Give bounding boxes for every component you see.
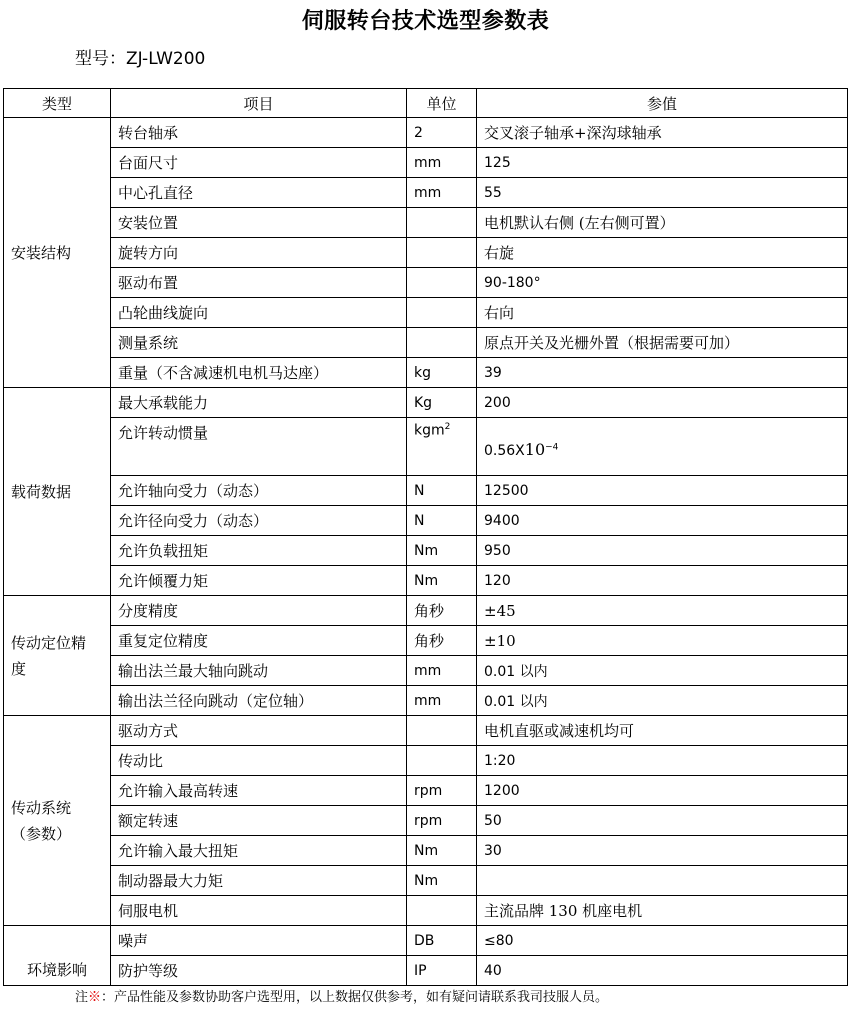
table-row	[4, 746, 848, 776]
unit-cell: Kg	[407, 388, 477, 418]
item-cell: 驱动方式	[111, 716, 407, 746]
item-cell: 驱动布置	[111, 268, 407, 298]
unit-cell: Nm	[407, 836, 477, 866]
table-row	[4, 626, 848, 656]
table-row	[4, 806, 848, 836]
reference-mark-icon: ※	[88, 990, 102, 1005]
unit-cell: kg	[407, 358, 477, 388]
unit-cell: 角秒	[407, 626, 477, 656]
item-cell: 防护等级	[111, 956, 407, 986]
value-cell: 50	[477, 806, 848, 836]
header-param: 参值	[477, 89, 848, 118]
item-cell: 转台轴承	[111, 118, 407, 148]
item-cell: 允许轴向受力（动态）	[111, 476, 407, 506]
table-row	[4, 596, 848, 626]
spec-table	[3, 88, 848, 986]
table-header-row	[4, 89, 848, 118]
table-row	[4, 178, 848, 208]
table-row	[4, 118, 848, 148]
unit-text: kgm	[414, 422, 445, 439]
unit-cell	[407, 418, 477, 476]
category-label-line1: 传动系统	[11, 798, 72, 817]
value-cell: 右旋	[477, 238, 848, 268]
value-cell: 0.01 以内	[477, 656, 848, 686]
table-row	[4, 896, 848, 926]
table-row	[4, 536, 848, 566]
value-cell: 40	[477, 956, 848, 986]
unit-cell	[407, 298, 477, 328]
value-cell: 电机直驱或减速机均可	[477, 716, 848, 746]
unit-cell: IP	[407, 956, 477, 986]
item-cell: 允许输入最大扭矩	[111, 836, 407, 866]
value-cell: 55	[477, 178, 848, 208]
value-cell: 12500	[477, 476, 848, 506]
value-cell: 125	[477, 148, 848, 178]
table-row	[4, 956, 848, 986]
footnote	[75, 986, 608, 1005]
item-cell: 传动比	[111, 746, 407, 776]
category-precision	[4, 596, 111, 716]
header-item: 项目	[111, 89, 407, 118]
table-row	[4, 866, 848, 896]
value-cell: ±10	[477, 626, 848, 656]
category-install: 安装结构	[4, 118, 111, 388]
table-row	[4, 686, 848, 716]
item-cell: 分度精度	[111, 596, 407, 626]
table-row	[4, 566, 848, 596]
unit-cell: rpm	[407, 776, 477, 806]
header-unit: 单位	[407, 89, 477, 118]
value-cell: 交叉滚子轴承+深沟球轴承	[477, 118, 848, 148]
table-row	[4, 836, 848, 866]
header-category: 类型	[4, 89, 111, 118]
table-row	[4, 656, 848, 686]
item-cell: 最大承载能力	[111, 388, 407, 418]
unit-cell	[407, 328, 477, 358]
unit-cell: rpm	[407, 806, 477, 836]
item-cell: 允许负载扭矩	[111, 536, 407, 566]
table-row	[4, 298, 848, 328]
unit-cell: Nm	[407, 536, 477, 566]
footnote-prefix: 注	[75, 990, 89, 1005]
category-label-line2: 度	[11, 659, 27, 678]
value-cell: ±45	[477, 596, 848, 626]
item-cell: 制动器最大力矩	[111, 866, 407, 896]
value-cell	[477, 866, 848, 896]
value-cell: 1:20	[477, 746, 848, 776]
value-cell: 200	[477, 388, 848, 418]
unit-cell: mm	[407, 656, 477, 686]
item-cell: 允许输入最高转速	[111, 776, 407, 806]
table-row	[4, 388, 848, 418]
table-row	[4, 716, 848, 746]
value-cell: 120	[477, 566, 848, 596]
item-cell: 重量（不含减速机电机马达座）	[111, 358, 407, 388]
item-cell: 额定转速	[111, 806, 407, 836]
table-row	[4, 268, 848, 298]
value-coefficient: 0.56X	[484, 443, 525, 459]
unit-cell: mm	[407, 148, 477, 178]
item-cell: 安装位置	[111, 208, 407, 238]
table-row	[4, 776, 848, 806]
table-row	[4, 476, 848, 506]
unit-cell: 2	[407, 118, 477, 148]
item-cell: 允许倾覆力矩	[111, 566, 407, 596]
value-cell: 0.01 以内	[477, 686, 848, 716]
category-label-line2: （参数）	[11, 824, 72, 843]
unit-cell: 角秒	[407, 596, 477, 626]
value-base: 10	[524, 440, 546, 459]
item-cell: 噪声	[111, 926, 407, 956]
value-cell: 9400	[477, 506, 848, 536]
category-drive	[4, 716, 111, 926]
model-label: 型号：ZJ-LW200	[75, 49, 206, 69]
value-cell: 原点开关及光栅外置（根据需要可加）	[477, 328, 848, 358]
table-row	[4, 328, 848, 358]
item-cell: 旋转方向	[111, 238, 407, 268]
table-row	[4, 506, 848, 536]
unit-cell	[407, 208, 477, 238]
unit-cell: Nm	[407, 866, 477, 896]
table-row	[4, 208, 848, 238]
category-env: 环境影响	[4, 926, 111, 986]
table-row	[4, 238, 848, 268]
value-exponent: −4	[545, 442, 559, 453]
item-cell: 重复定位精度	[111, 626, 407, 656]
unit-cell: Nm	[407, 566, 477, 596]
value-cell: 主流品牌 130 机座电机	[477, 896, 848, 926]
unit-cell: N	[407, 476, 477, 506]
item-cell: 凸轮曲线旋向	[111, 298, 407, 328]
table-row	[4, 358, 848, 388]
unit-cell: N	[407, 506, 477, 536]
value-cell: 电机默认右侧 (左右侧可置）	[477, 208, 848, 238]
item-cell: 测量系统	[111, 328, 407, 358]
item-cell: 允许转动惯量	[111, 418, 407, 476]
item-cell: 输出法兰最大轴向跳动	[111, 656, 407, 686]
unit-cell	[407, 238, 477, 268]
item-cell: 台面尺寸	[111, 148, 407, 178]
unit-cell: DB	[407, 926, 477, 956]
value-cell: 30	[477, 836, 848, 866]
unit-cell: mm	[407, 686, 477, 716]
unit-cell	[407, 268, 477, 298]
value-cell: ≤80	[477, 926, 848, 956]
value-cell: 右向	[477, 298, 848, 328]
value-cell: 90-180°	[477, 268, 848, 298]
category-label-line1: 传动定位精	[11, 633, 87, 652]
unit-superscript: 2	[444, 422, 451, 432]
unit-cell	[407, 746, 477, 776]
category-load: 载荷数据	[4, 388, 111, 596]
footnote-text: ：产品性能及参数协助客户选型用，以上数据仅供参考，如有疑问请联系我司技服人员。	[101, 990, 609, 1005]
value-cell: 1200	[477, 776, 848, 806]
value-cell: 950	[477, 536, 848, 566]
table-row	[4, 926, 848, 956]
table-row	[4, 418, 848, 476]
value-cell: 39	[477, 358, 848, 388]
table-row	[4, 148, 848, 178]
item-cell: 允许径向受力（动态）	[111, 506, 407, 536]
item-cell: 输出法兰径向跳动（定位轴）	[111, 686, 407, 716]
unit-cell	[407, 896, 477, 926]
value-cell	[477, 418, 848, 476]
page-title: 伺服转台技术选型参数表	[301, 9, 550, 34]
item-cell: 中心孔直径	[111, 178, 407, 208]
unit-cell	[407, 716, 477, 746]
item-cell: 伺服电机	[111, 896, 407, 926]
unit-cell: mm	[407, 178, 477, 208]
